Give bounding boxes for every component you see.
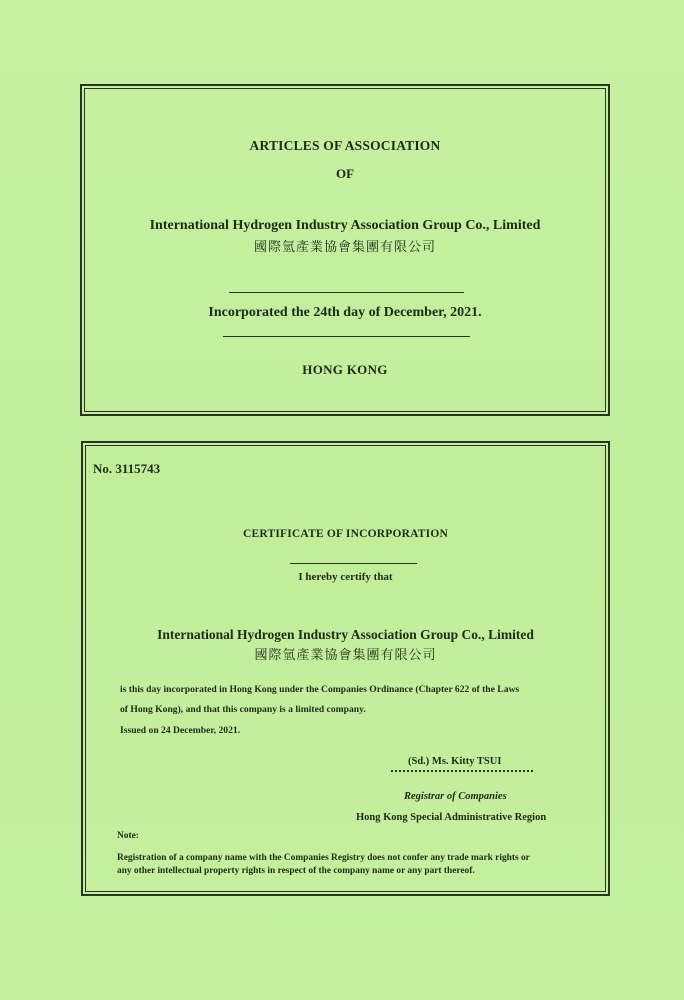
certificate-title: CERTIFICATE OF INCORPORATION <box>243 528 448 540</box>
certificate-note-label: Note: <box>117 831 139 841</box>
certificate-note-line-2: any other intellectual property rights in respect of the company name or any part thereof. <box>117 866 475 876</box>
certificate-note-line-1: Registration of a company name with the Companies Registry does not confer any trade mark rights or <box>117 853 530 863</box>
certificate-company-name-zh: 國際氫產業協會集團有限公司 <box>254 648 437 663</box>
articles-company-name-zh: 國際氫產業協會集團有限公司 <box>253 240 436 255</box>
articles-rule-top <box>229 292 464 293</box>
articles-title: ARTICLES OF ASSOCIATION <box>249 138 441 153</box>
articles-rule-bottom <box>223 336 470 337</box>
articles-company-name-en: International Hydrogen Industry Association Group Co., Limited <box>149 218 541 233</box>
certificate-number: No. 3115743 <box>93 461 161 476</box>
certificate-issued-date: Issued on 24 December, 2021. <box>120 725 241 736</box>
certificate-signature: (Sd.) Ms. Kitty TSUI <box>408 756 502 767</box>
articles-incorporated-date: Incorporated the 24th day of December, 2021. <box>208 305 482 320</box>
articles-of: OF <box>335 166 355 181</box>
certificate-rule <box>290 563 417 564</box>
articles-cover-panel <box>80 84 610 416</box>
certificate-certify-text: I hereby certify that <box>298 571 393 583</box>
certificate-panel <box>81 441 610 896</box>
certificate-region: Hong Kong Special Administrative Region <box>356 812 547 823</box>
articles-location: HONG KONG <box>302 362 388 377</box>
certificate-registrar-title: Registrar of Companies <box>404 791 507 802</box>
certificate-body-line-2: of Hong Kong), and that this company is a limited company. <box>120 704 366 715</box>
certificate-company-name-en: International Hydrogen Industry Association Group Co., Limited <box>157 627 534 642</box>
signature-dotted-line <box>391 770 533 772</box>
certificate-body-line-1: is this day incorporated in Hong Kong under the Companies Ordinance (Chapter 622 of the Laws <box>120 684 520 695</box>
